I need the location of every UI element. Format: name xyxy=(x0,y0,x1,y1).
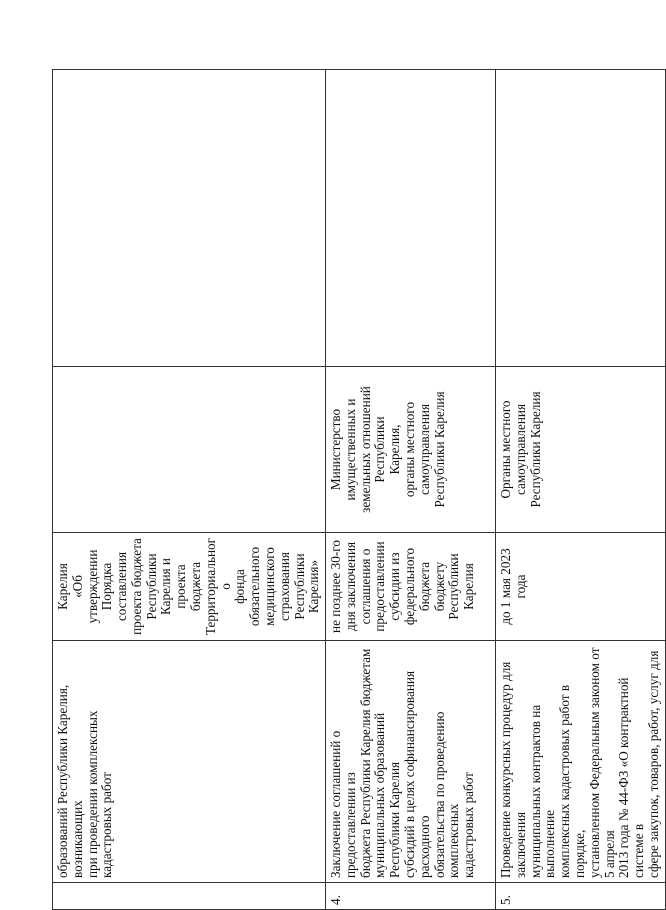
text-line: Территориального xyxy=(202,537,233,636)
text-line: органы местного самоуправления xyxy=(401,401,432,498)
text-line: обязательства по проведению комплексных xyxy=(431,711,462,878)
text-line: бюджета Республики Карелия бюджетам xyxy=(357,648,373,878)
text-line: Карелия, xyxy=(387,424,403,475)
text-line: муниципальных контрактов на выполнение xyxy=(527,704,558,878)
table-row xyxy=(326,70,496,910)
responsible xyxy=(496,367,666,533)
measure-name xyxy=(496,641,666,883)
text-line: при проведении комплексных кадастровых работ xyxy=(84,710,115,878)
row-number: 4. xyxy=(326,883,496,910)
text-line: Карелия и проекта xyxy=(158,558,189,615)
text-line: муниципальных образований Республики Карелия xyxy=(372,712,403,878)
text-line: Республики xyxy=(143,553,159,620)
text-line: страхования xyxy=(276,552,292,621)
plan-table-body xyxy=(53,70,666,910)
text-line: Республики Карелия xyxy=(431,391,447,508)
table-row xyxy=(53,70,326,910)
measure-name xyxy=(53,641,326,883)
text-line: Министерство имущественных и xyxy=(328,398,358,501)
text-line: Республики xyxy=(446,553,462,620)
text-line: Карелия» xyxy=(306,559,322,614)
text-line: не позднее 30-го xyxy=(328,540,344,633)
text-line: сфере закупок, товаров, работ, услуг для xyxy=(645,650,661,878)
responsible xyxy=(53,367,326,533)
text-line: комплексных кадастровых работ в порядке, xyxy=(557,684,587,878)
text-line: Карелия xyxy=(55,563,70,610)
deadline xyxy=(326,533,496,641)
text-line: дня заключения xyxy=(342,541,358,632)
text-line: обязательного xyxy=(247,546,263,627)
text-line: субсидии из xyxy=(387,552,403,621)
text-line: 2013 года № 44-ФЗ «О контрактной системе в xyxy=(616,677,647,878)
text-line: Заключение соглашений о предоставлении из xyxy=(328,730,358,878)
text-line: субсидий в целях софинансирования расходного xyxy=(401,670,432,878)
text-line: проекта бюджета xyxy=(128,538,144,635)
text-line: Республики xyxy=(291,553,307,620)
text-line: до 1 мая 2023 года xyxy=(498,548,528,625)
text-line: фонда xyxy=(232,569,248,604)
text-line: медицинского xyxy=(261,547,277,626)
text-line: Порядка xyxy=(99,562,115,611)
table-row xyxy=(496,70,666,910)
note-cell xyxy=(53,70,326,367)
text-line: бюджета xyxy=(188,561,204,612)
text-line: составления xyxy=(114,551,130,622)
text-line: Проведение конкурсных процедур для заключения xyxy=(498,661,528,878)
text-line: бюджета бюджету xyxy=(416,561,447,612)
text-line: установленном Федеральным законом от 5 апреля xyxy=(586,647,617,878)
text-line: Органы местного самоуправления xyxy=(498,400,528,499)
text-line: «Об утверждении xyxy=(69,549,100,624)
text-line: Карелия xyxy=(461,563,477,610)
text-line: предоставлении xyxy=(372,541,388,632)
rotated-page-frame xyxy=(52,70,661,910)
text-line: Республики Карелия xyxy=(527,391,543,508)
text-line: кадастровых работ xyxy=(461,772,477,878)
note-cell xyxy=(326,70,496,367)
text-line: образований Республики Карелия, возникающих xyxy=(55,684,85,878)
measure-name xyxy=(326,641,496,883)
deadline xyxy=(496,533,666,641)
text-line: федерального xyxy=(401,547,417,626)
document-page xyxy=(52,70,661,910)
note-cell xyxy=(496,70,666,367)
text-line: соглашения о xyxy=(357,548,373,625)
row-number: 5. xyxy=(496,883,666,910)
plan-table xyxy=(52,69,666,910)
deadline xyxy=(53,533,326,641)
text-line: земельных отношений Республики xyxy=(357,386,388,513)
responsible xyxy=(326,367,496,533)
row-number xyxy=(53,883,326,910)
